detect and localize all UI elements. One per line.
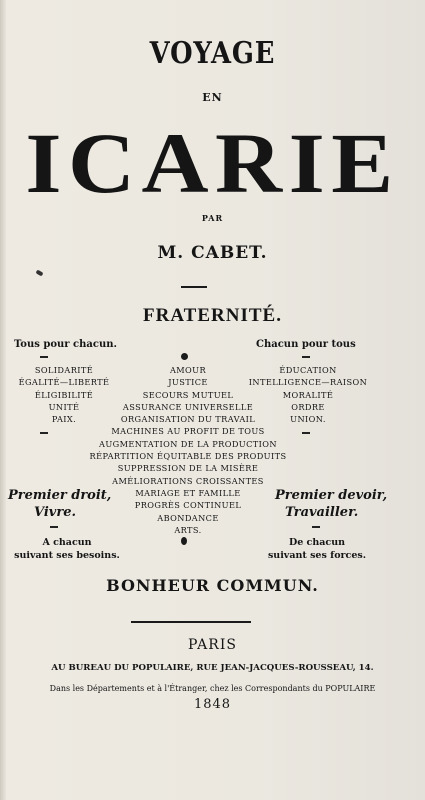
right-dash-top <box>302 356 310 358</box>
center-item: PROGRÈS CONTINUEL <box>134 500 242 511</box>
slogan-bonheur-commun: BONHEUR COMMUN. <box>106 576 319 595</box>
right-item: ORDRE <box>291 401 325 412</box>
center-item: JUSTICE <box>168 377 208 388</box>
left-dash-mid <box>40 432 48 434</box>
left-item: SOLIDARITÉ <box>34 365 94 375</box>
right-dash-bottom <box>312 526 320 528</box>
center-item: ABONDANCE <box>157 512 219 523</box>
center-item: SUPPRESSION DE LA MISÈRE <box>117 463 259 474</box>
center-item: ASSURANCE UNIVERSELLE <box>122 401 254 412</box>
left-item: ÉGALITÉ—LIBERTÉ <box>18 377 110 388</box>
right-script <box>275 487 387 521</box>
title-en: EN <box>202 91 223 104</box>
right-footer-line: suivant ses forces. <box>267 550 367 561</box>
center-item: MARIAGE ET FAMILLE <box>135 487 241 498</box>
center-item: AMÉLIORATIONS CROISSANTES <box>112 475 264 486</box>
right-footer <box>252 536 382 562</box>
imprint-distribution: Dans les Départements et à l'Étranger, chez les Correspondants du POPULAIRE <box>49 684 376 693</box>
center-item: AUGMENTATION DE LA PRODUCTION <box>99 438 277 449</box>
left-item: UNITÉ <box>48 401 80 412</box>
ornament-top <box>181 353 188 360</box>
right-script-line: Travailler. <box>285 505 359 520</box>
title-voyage: VOYAGE <box>149 36 276 71</box>
imprint-city: PARIS <box>188 637 237 653</box>
left-item: ÉLIGIBILITÉ <box>34 389 94 400</box>
right-item: UNION. <box>290 414 326 425</box>
left-dash-top <box>40 356 48 358</box>
motto-fraternite: FRATERNITÉ. <box>143 305 282 326</box>
left-script-line: Premier droit, <box>8 488 112 503</box>
center-list <box>88 364 288 536</box>
divider-long <box>131 621 251 623</box>
left-item: PAIX. <box>51 414 77 425</box>
title-icarie: ICARIE <box>25 115 400 211</box>
right-item: MORALITÉ <box>282 389 334 400</box>
left-footer-line: A chacun <box>42 537 92 548</box>
author-name: M. CABET. <box>157 243 268 263</box>
center-item: MACHINES AU PROFIT DE TOUS <box>111 426 265 437</box>
right-item: ÉDUCATION <box>279 365 337 375</box>
right-heading: Chacun pour tous <box>256 339 356 350</box>
center-item: ARTS. <box>174 524 202 535</box>
imprint-address: AU BUREAU DU POPULAIRE, RUE JEAN-JACQUES-ROUSSEAU, 14. <box>51 663 374 673</box>
ornament-bottom <box>181 537 187 545</box>
center-item: AMOUR <box>169 365 207 375</box>
left-footer-line: suivant ses besoins. <box>14 550 120 561</box>
right-dash-mid <box>302 432 310 434</box>
center-item: ORGANISATION DU TRAVAIL <box>120 414 256 425</box>
left-dash-bottom <box>50 526 58 528</box>
left-script-line: Vivre. <box>34 505 76 520</box>
by-label: PAR <box>201 213 224 223</box>
right-script-line: Premier devoir, <box>275 488 388 503</box>
right-footer-line: De chacun <box>288 537 346 548</box>
left-footer <box>2 536 132 562</box>
center-item: RÉPARTITION ÉQUITABLE DES PRODUITS <box>89 451 287 462</box>
imprint-year: 1848 <box>193 697 232 712</box>
ink-mark <box>35 270 43 277</box>
left-heading: Tous pour chacun. <box>14 339 117 350</box>
right-item: INTELLIGENCE—RAISON <box>248 377 368 388</box>
center-item: SECOURS MUTUEL <box>142 389 234 400</box>
divider-short <box>181 286 207 288</box>
